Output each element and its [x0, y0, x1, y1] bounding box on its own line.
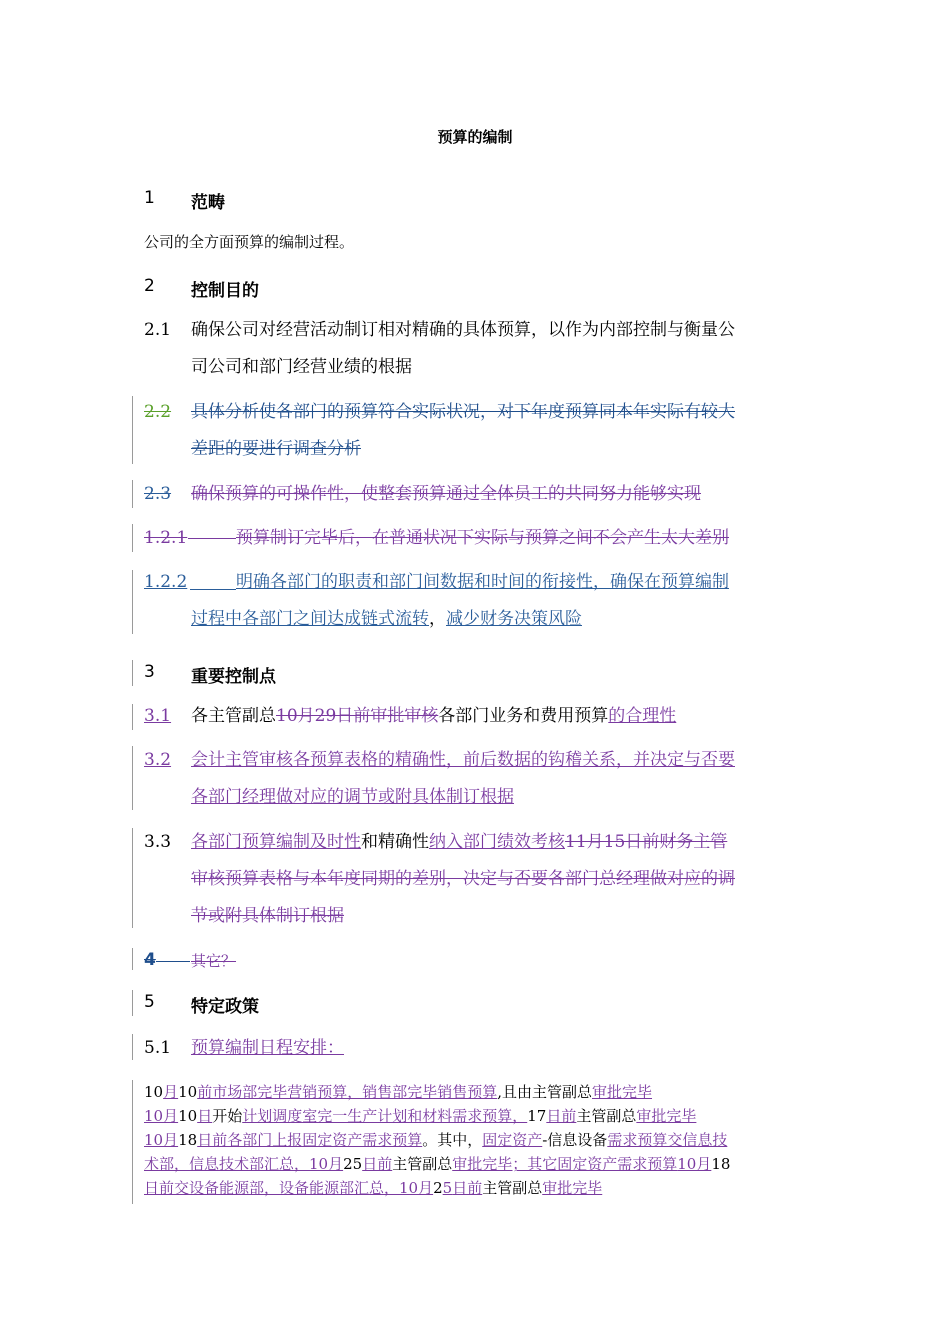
item-1-2-2-line2: 过程中各部门之间达成链式流转，减少财务决策风险: [191, 609, 582, 629]
item-3-1-text: 各主管副总10月29日前审批审核各部门业务和费用预算的合理性: [191, 706, 677, 726]
item-3-3-line1: 各部门预算编制及时性和精确性纳入部门绩效考核11月15日前财务主管: [191, 832, 728, 852]
item-3-3-line3: 节或附具体制订根据: [191, 906, 344, 926]
section-1-heading: 范畴: [191, 193, 225, 213]
item-3-2-number: 3.2: [144, 750, 172, 770]
section-2-number: 2: [144, 276, 155, 296]
item-3-3-line2: 审核预算表格与本年度同期的差别，决定与否要各部门总经理做对应的调: [191, 869, 735, 889]
item-3-1-number: 3.1: [144, 706, 172, 726]
item-5-1-text: 预算编制日程安排：: [191, 1038, 344, 1058]
schedule-line-3: 10月18日前各部门上报固定资产需求预算。其中，固定资产-信息设备需求预算交信息技: [144, 1131, 728, 1149]
item-1-2-2-number: 1.2.2: [144, 572, 188, 592]
revision-bar: [132, 704, 133, 730]
section-1-body: 公司的全方面预算的编制过程。: [144, 233, 355, 251]
item-2-2-line2: 差距的要进行调查分析: [191, 439, 361, 459]
item-2-1-number: 2.1: [144, 320, 172, 340]
revision-bar: [132, 396, 133, 464]
section-1-number: 1: [144, 188, 155, 208]
item-2-3-text: 确保预算的可操作性，使整套预算通过全体员工的共同努力能够实现: [191, 484, 701, 504]
tab-leader: [156, 961, 190, 962]
schedule-line-1: 10月10前市场部完毕营销预算，销售部完毕销售预算,且由主管副总审批完毕: [144, 1083, 653, 1101]
item-3-2-line2: 各部门经理做对应的调节或附具体制订根据: [191, 787, 514, 807]
item-2-1-line2: 司公司和部门经营业绩的根据: [191, 357, 412, 377]
revision-bar: [132, 990, 133, 1016]
item-2-2-number: 2.2: [144, 402, 172, 422]
revision-bar: [132, 746, 133, 810]
revision-bar: [132, 524, 133, 552]
tab-leader: [190, 589, 236, 590]
revision-bar: [132, 828, 133, 928]
revision-bar: [132, 1080, 133, 1204]
item-1-2-2-line1: 明确各部门的职责和部门间数据和时间的衔接性，确保在预算编制: [236, 572, 729, 592]
item-2-1-line1: 确保公司对经营活动制订相对精确的具体预算，以作为内部控制与衡量公: [191, 320, 735, 340]
item-3-3-number: 3.3: [144, 832, 172, 852]
item-2-2-line1: 具体分析使各部门的预算符合实际状况，对下年度预算同本年实际有较大: [191, 402, 735, 422]
item-2-3-number: 2.3: [144, 484, 172, 504]
revision-bar: [132, 480, 133, 508]
item-3-2-line1: 会计主管审核各预算表格的精确性，前后数据的钩稽关系，并决定与否要: [191, 750, 735, 770]
section-2-heading: 控制目的: [191, 281, 259, 301]
section-3-heading: 重要控制点: [191, 667, 276, 687]
tab-leader: [188, 538, 236, 540]
section-3-number: 3: [144, 662, 155, 682]
item-1-2-1-number: 1.2.1: [144, 528, 188, 548]
item-1-2-1-text: 预算制订完毕后，在普通状况下实际与预算之间不会产生太大差别: [236, 528, 729, 548]
schedule-line-5: 日前交设备能源部，设备能源部汇总，10月25日前主管副总审批完毕: [144, 1179, 603, 1197]
page-title: 预算的编制: [437, 128, 513, 146]
revision-bar: [132, 660, 133, 686]
revision-bar: [132, 570, 133, 634]
revision-bar: [132, 948, 133, 970]
schedule-line-4: 术部，信息技术部汇总，10月25日前主管副总审批完毕；其它固定资产需求预算10月18: [144, 1155, 731, 1173]
schedule-line-2: 10月10日开始计划调度室完一生产计划和材料需求预算，17日前主管副总审批完毕: [144, 1107, 697, 1125]
section-5-heading: 特定政策: [191, 997, 259, 1017]
item-5-1-number: 5.1: [144, 1038, 172, 1058]
section-4-text: 其它？: [191, 952, 237, 970]
revision-bar: [132, 1034, 133, 1060]
section-4-number: 4: [144, 950, 156, 970]
section-5-number: 5: [144, 992, 155, 1012]
